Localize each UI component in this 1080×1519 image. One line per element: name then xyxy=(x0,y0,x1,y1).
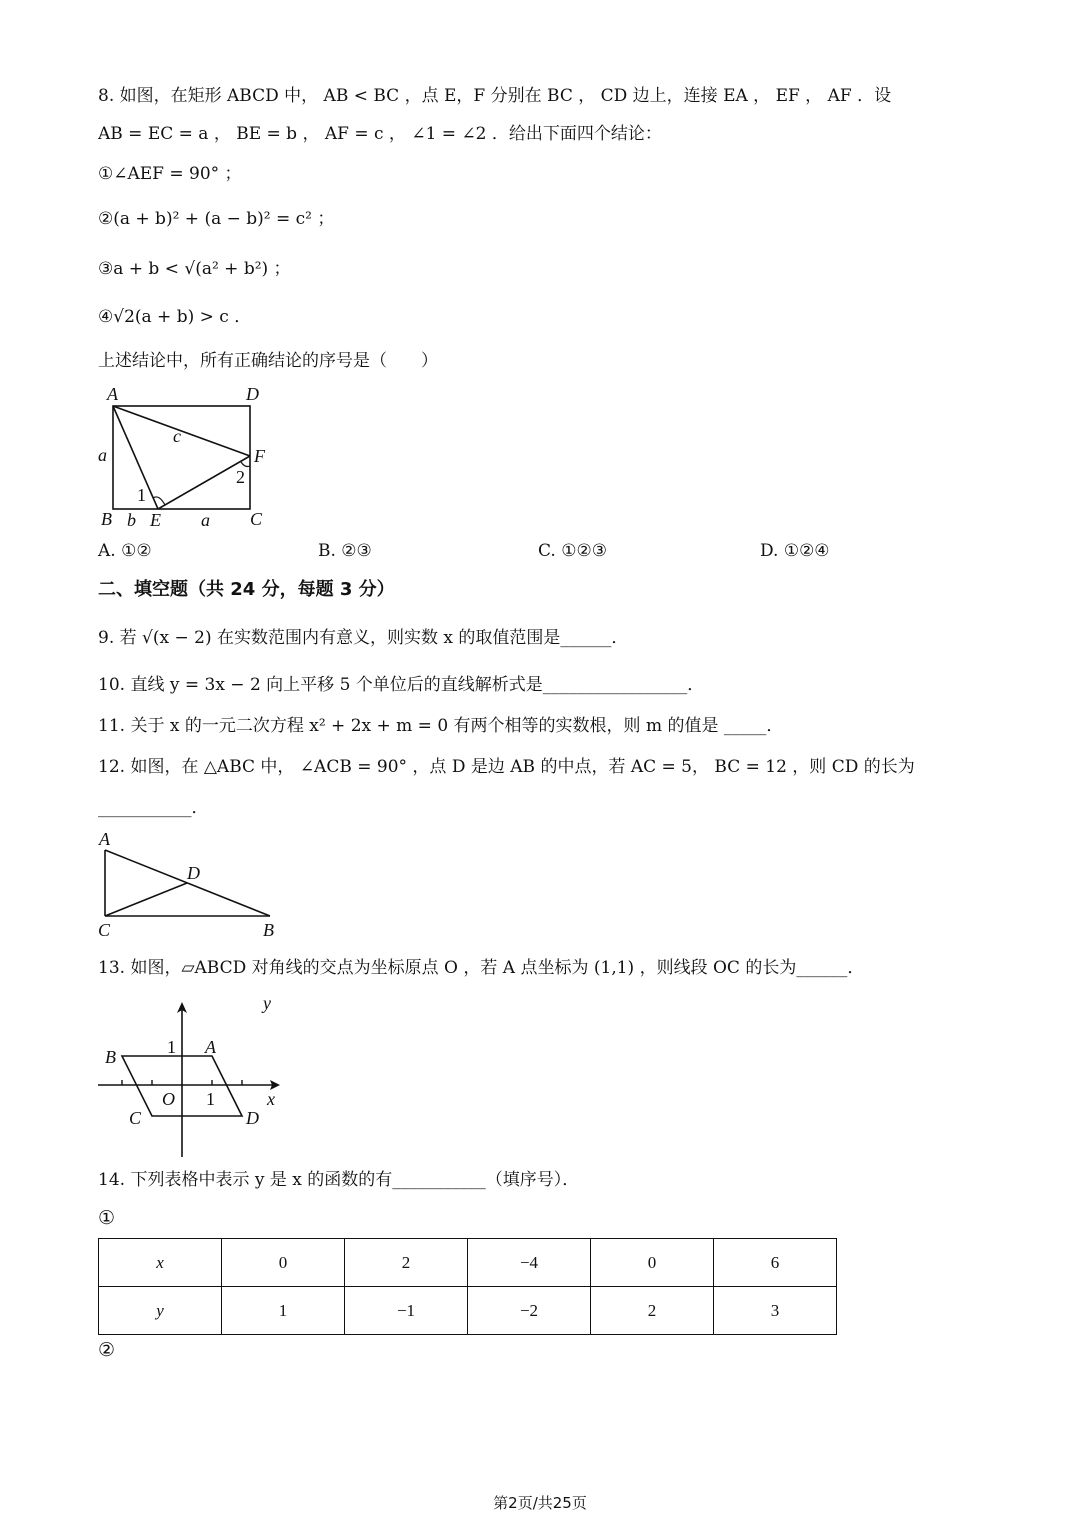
q14-marker-1: ① xyxy=(98,1207,116,1229)
table-cell: 2 xyxy=(591,1287,714,1335)
label-x: x xyxy=(267,1089,275,1109)
section-heading: 二、填空题（共 24 分，每题 3 分） xyxy=(98,579,395,600)
table-cell: 1 xyxy=(222,1287,345,1335)
label-B: B xyxy=(101,509,112,529)
q12-line2: ___________． xyxy=(98,798,209,818)
q13-text: 13. 如图，▱ABCD 对角线的交点为坐标原点 O ，若 A 点坐标为 (1,1) ，则线段 OC 的长为______． xyxy=(98,958,865,978)
table-header-y: y xyxy=(99,1287,222,1335)
table-cell: −4 xyxy=(468,1239,591,1287)
q8-option-a: A. ①② xyxy=(98,541,152,561)
label-C: C xyxy=(98,920,111,940)
table-cell: 2 xyxy=(345,1239,468,1287)
q8-conclusion-2: ②(a + b)² + (a − b)² = c² ； xyxy=(98,209,335,229)
label-D: D xyxy=(246,1108,259,1128)
label-y: y xyxy=(263,995,271,1013)
label-C: C xyxy=(129,1108,142,1128)
q8-option-c: C. ①②③ xyxy=(538,541,607,561)
q11-text: 11. 关于 x 的一元二次方程 x² + 2x + m = 0 有两个相等的实数根，则 m 的值是 _____． xyxy=(98,716,784,736)
q8-conclusion-1: ①∠AEF = 90° ； xyxy=(98,164,242,184)
q8-conclusion-3: ③a + b < √(a² + b²) ； xyxy=(98,259,291,279)
label-D: D xyxy=(246,384,259,404)
q8-rectangle-figure xyxy=(95,380,285,535)
table-cell: 6 xyxy=(714,1239,837,1287)
label-B: B xyxy=(105,1047,116,1067)
label-A: A xyxy=(99,829,110,849)
q9-text: 9. 若 √(x − 2) 在实数范围内有意义，则实数 x 的取值范围是______． xyxy=(98,628,629,648)
label-b: b xyxy=(127,510,136,530)
label-a-left: a xyxy=(98,445,107,465)
q12-line1: 12. 如图，在 △ABC 中， ∠ACB = 90° ，点 D 是边 AB 的中点，若 AC = 5， BC = 12 ，则 CD 的长为 xyxy=(98,757,915,777)
q8-line2: AB = EC = a ， BE = b ， AF = c ， ∠1 = ∠2 ．给出下面四个结论： xyxy=(98,124,662,144)
q13-coordinate-figure xyxy=(95,995,295,1160)
q8-line1: 8. 如图，在矩形 ABCD 中， AB < BC ，点 E，F 分别在 BC ， CD 边上，连接 EA ， EF ， AF ．设 xyxy=(98,86,892,106)
label-angle-1: 1 xyxy=(137,485,146,505)
label-c: c xyxy=(173,426,181,446)
label-A: A xyxy=(107,384,118,404)
label-a-bottom: a xyxy=(201,510,210,530)
q14-marker-2: ② xyxy=(98,1339,116,1361)
function-table xyxy=(98,1238,837,1335)
q10-text: 10. 直线 y = 3x − 2 向上平移 5 个单位后的直线解析式是_________________． xyxy=(98,675,705,695)
table-cell: 0 xyxy=(222,1239,345,1287)
label-F: F xyxy=(254,446,265,466)
q14-text: 14. 下列表格中表示 y 是 x 的函数的有___________（填序号）． xyxy=(98,1170,580,1190)
q8-option-d: D. ①②④ xyxy=(760,541,830,561)
table-row xyxy=(99,1287,837,1335)
label-B: B xyxy=(263,920,274,940)
label-one-x: 1 xyxy=(206,1089,215,1109)
table-row xyxy=(99,1239,837,1287)
label-C: C xyxy=(250,509,263,529)
label-D: D xyxy=(187,863,200,883)
q12-triangle-figure xyxy=(95,826,295,941)
label-angle-2: 2 xyxy=(236,467,245,487)
label-E: E xyxy=(150,510,161,530)
q8-conclusion-4: ④√2(a + b) > c ． xyxy=(98,307,252,327)
table-header-x: x xyxy=(99,1239,222,1287)
table-cell: −2 xyxy=(468,1287,591,1335)
table-cell: 0 xyxy=(591,1239,714,1287)
table-cell: −1 xyxy=(345,1287,468,1335)
q8-prompt: 上述结论中，所有正确结论的序号是（ ） xyxy=(98,351,438,371)
page-footer: 第2页/共25页 xyxy=(493,1494,587,1512)
label-A: A xyxy=(205,1037,216,1057)
table-cell: 3 xyxy=(714,1287,837,1335)
label-O: O xyxy=(162,1089,175,1109)
q8-option-b: B. ②③ xyxy=(318,541,372,561)
label-one-y: 1 xyxy=(167,1037,176,1057)
